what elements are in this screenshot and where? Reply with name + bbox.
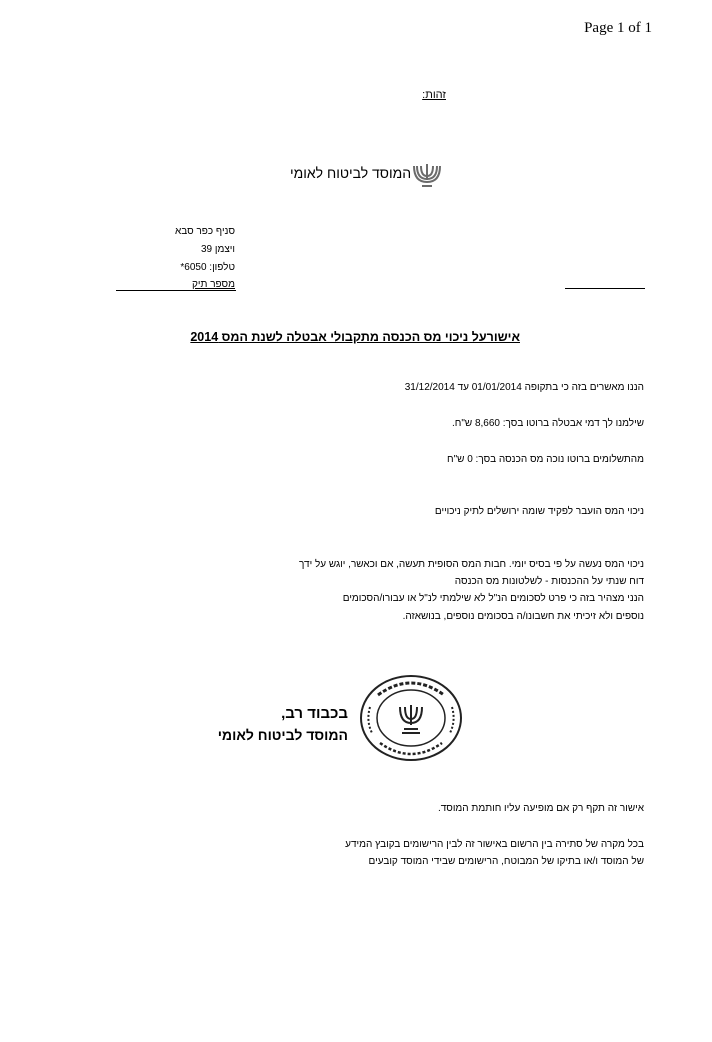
tax-deducted-line: מהתשלומים ברוטו נוכה מס הכנסה בסך: 0 ש"ח bbox=[446, 454, 644, 465]
validity-note: אישור זה תקף רק אם מופיעה עליו חותמת המוסד. bbox=[437, 803, 644, 814]
id-label: זהות: bbox=[422, 89, 446, 101]
note-line: ניכוי המס נעשה על פי בסיס יומי. חבות המס הסופית תעשה, אם וכאשר, יוגש על ידך bbox=[299, 559, 644, 570]
branch-street: ויצמן 39 bbox=[200, 244, 235, 255]
tax-transfer-line: ניכוי המס הועבר לפקיד שומה ירושלים לתיק ניכויים bbox=[434, 506, 644, 517]
org-signature: המוסד לביטוח לאומי bbox=[217, 727, 348, 743]
signature-line bbox=[565, 288, 645, 289]
period-line: הננו מאשרים בזה כי בתקופה 01/01/2014 עד 31/12/2014 bbox=[404, 382, 644, 393]
gross-amount-line: שילמנו לך דמי אבטלה ברוטו בסך: 8,660 ש"ח. bbox=[451, 418, 644, 429]
document-title: אישורעל ניכוי מס הכנסה מתקבולי אבטלה לשנת המס 2014 bbox=[190, 330, 520, 344]
branch-phone: טלפון: 6050* bbox=[180, 262, 235, 273]
conflict-note: של המוסד ו/או בתיקו של המבוטח, הרישומים שבידי המוסד קובעים bbox=[368, 856, 644, 867]
page-number: Page 1 of 1 bbox=[584, 20, 652, 36]
branch-name: סניף כפר סבא bbox=[174, 226, 235, 237]
conflict-note: בכל מקרה של סתירה בין הרשום באישור זה לבין הרישומים בקובץ המידע bbox=[345, 839, 644, 850]
regards-text: בכבוד רב, bbox=[281, 705, 348, 722]
official-stamp bbox=[358, 673, 464, 763]
note-line: דוח שנתי על ההכנסות - לשלטונות מס הכנסה bbox=[454, 576, 644, 587]
file-number-line bbox=[116, 290, 236, 291]
menorah-icon bbox=[412, 160, 442, 188]
file-number-label: מספר תיק bbox=[192, 279, 235, 290]
note-line: נוספים ולא זיכיתי את חשבונו/ה בסכומים נוספים, בנושאזה. bbox=[402, 611, 644, 622]
org-name: המוסד לביטוח לאומי bbox=[290, 165, 412, 181]
note-line: הנני מצהיר בזה כי פרט לסכומים הנ"ל לא שילמתי לנ"ל או עבורו/הסכומים bbox=[342, 593, 644, 604]
